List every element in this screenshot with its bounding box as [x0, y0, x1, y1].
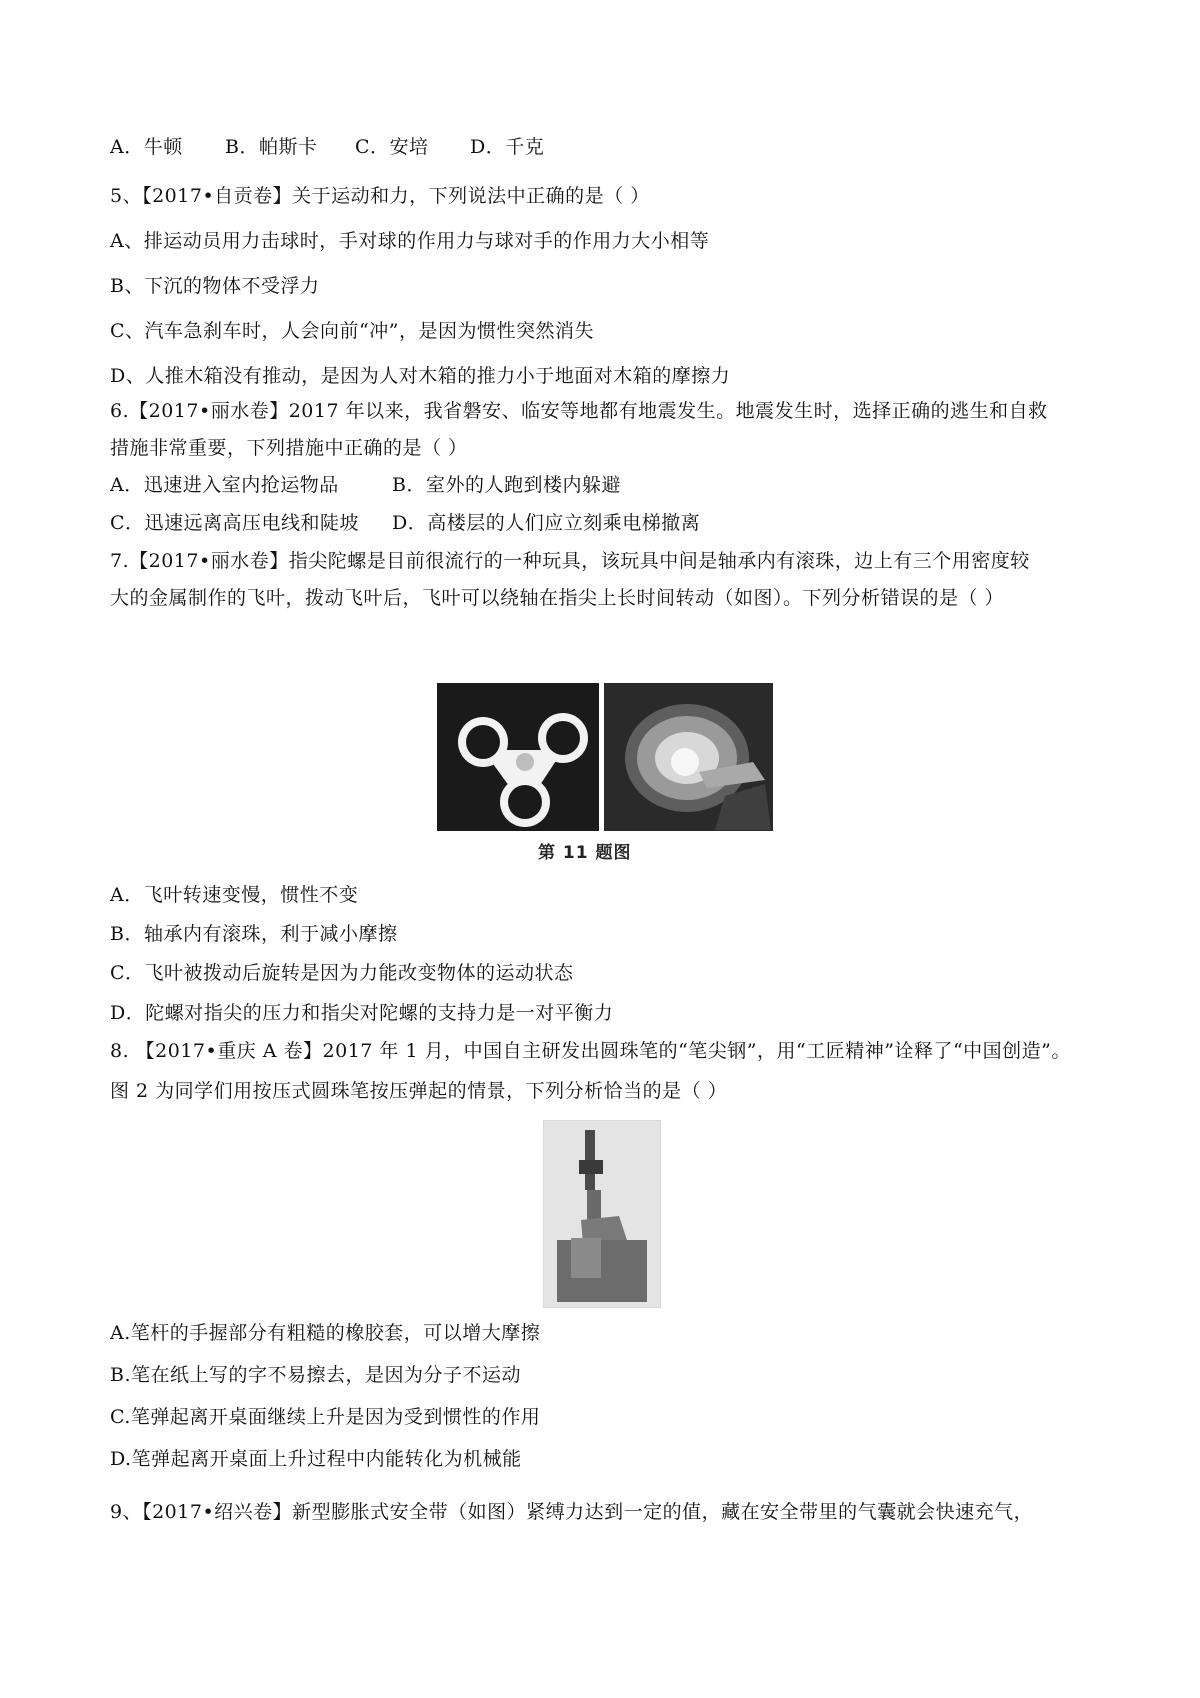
- q5-stem: 5、【2017•自贡卷】关于运动和力，下列说法中正确的是（ ）: [110, 185, 650, 207]
- q5-option-c: C、汽车急刹车时，人会向前“冲”，是因为惯性突然消失: [110, 320, 594, 342]
- figure-caption: 第 11 题图: [538, 843, 632, 863]
- q6-options-row2: [110, 508, 700, 535]
- q7-option-c: C．飞叶被拨动后旋转是因为力能改变物体的运动状态: [110, 962, 574, 984]
- q4-option-c: C．安培: [355, 136, 429, 158]
- q8-stem-line1: 8. 【2017•重庆 A 卷】2017 年 1 月，中国自主研发出圆珠笔的“笔尖钢”，用“工匠精神”诠释了“中国创造”。: [110, 1040, 1071, 1062]
- pen-figure: [543, 1120, 661, 1308]
- q6-stem-line2: 措施非常重要，下列措施中正确的是（ ）: [110, 437, 468, 459]
- fidget-spinner-illustration: [435, 680, 775, 835]
- pen-photo-illustration: [543, 1120, 661, 1308]
- q5-option-a: A、排运动员用力击球时，手对球的作用力与球对手的作用力大小相等: [110, 230, 710, 252]
- q9-stem-line1: 9、【2017•绍兴卷】新型膨胀式安全带（如图）紧缚力达到一定的值，藏在安全带里的气囊就会快速充气，: [110, 1501, 1034, 1523]
- q6-option-b: B．室外的人跑到楼内躲避: [392, 474, 621, 496]
- q6-stem-line1: 6.【2017•丽水卷】2017 年以来，我省磐安、临安等地都有地震发生。地震发生时，选择正确的逃生和自救: [110, 400, 1048, 422]
- q4-options: [110, 132, 544, 159]
- q8-option-b: B.笔在纸上写的字不易擦去，是因为分子不运动: [110, 1364, 522, 1386]
- q6-option-a: A．迅速进入室内抢运物品: [110, 474, 339, 496]
- q7-stem-line1: 7.【2017•丽水卷】指尖陀螺是目前很流行的一种玩具，该玩具中间是轴承内有滚珠，边上有三个用密度较: [110, 550, 1030, 572]
- q4-option-a: A．牛顿: [110, 136, 183, 158]
- q7-stem-line2: 大的金属制作的飞叶，拨动飞叶后，飞叶可以绕轴在指尖上长时间转动（如图）。下列分析错误的是（ ）: [110, 587, 1005, 609]
- q8-option-d: D.笔弹起离开桌面上升过程中内能转化为机械能: [110, 1448, 522, 1470]
- q6-option-c: C．迅速远离高压电线和陡坡: [110, 512, 360, 534]
- q7-option-b: B．轴承内有滚珠，利于减小摩擦: [110, 923, 398, 945]
- q4-option-d: D．千克: [470, 136, 545, 158]
- q6-option-d: D．高楼层的人们应立刻乘电梯撤离: [392, 512, 701, 534]
- q7-option-d: D．陀螺对指尖的压力和指尖对陀螺的支持力是一对平衡力: [110, 1002, 614, 1024]
- fidget-spinner-figure: [435, 680, 775, 835]
- q5-option-b: B、下沉的物体不受浮力: [110, 275, 320, 297]
- q8-option-c: C.笔弹起离开桌面继续上升是因为受到惯性的作用: [110, 1406, 541, 1428]
- q5-option-d: D、人推木箱没有推动，是因为人对木箱的推力小于地面对木箱的摩擦力: [110, 365, 731, 387]
- q6-options-row1: [110, 470, 621, 497]
- q8-option-a: A.笔杆的手握部分有粗糙的橡胶套，可以增大摩擦: [110, 1322, 541, 1344]
- q7-option-a: A．飞叶转速变慢，惯性不变: [110, 884, 359, 906]
- q8-stem-line2: 图 2 为同学们用按压式圆珠笔按压弹起的情景，下列分析恰当的是（ ）: [110, 1080, 728, 1102]
- q4-option-b: B．帕斯卡: [225, 136, 318, 158]
